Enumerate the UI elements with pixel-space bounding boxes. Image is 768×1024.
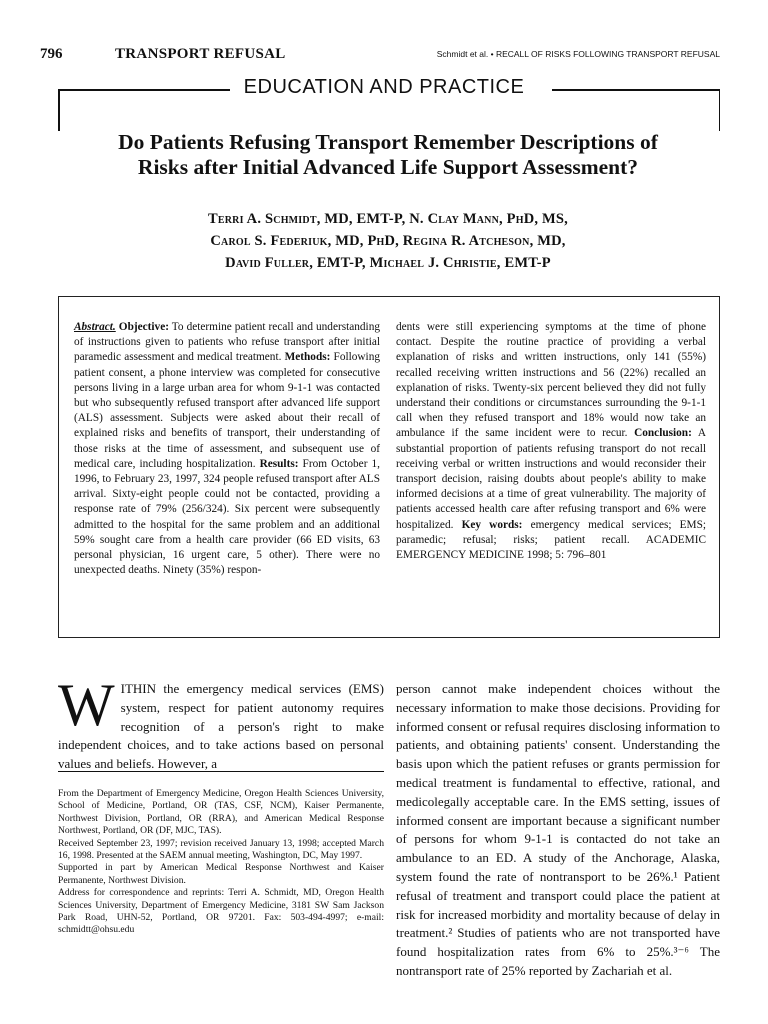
abstract-text-left (74, 320, 380, 578)
conclusion-text: A substantial proportion of patients refusing transport do not recall receiving verbal or written instructions and would reconsider their transport decision, raising doubts about people's ability to make informed decisions at a time of great vulnerability. The majority of patients accessed health care after refusing transport and 6% were hospitalized. (396, 427, 706, 531)
running-head (40, 46, 720, 66)
objective-label: Objective: (118, 321, 169, 333)
section-banner: EDUCATION AND PRACTICE (243, 76, 525, 98)
methods-label: Methods: (284, 351, 331, 364)
page-number: 796 (40, 46, 63, 62)
results-text-part2: dents were still experiencing symptoms at the time of phone contact. Despite the routine practice of providing a verbal explanation of risks and written instructions, only 141 (55%) recalled receiving written instructions and 56 (22%) recalled an explanation of risks. Twenty-six percent believed they did not fully understand their conditions or circumstances surrounding the 9-1-1 call when they refused transport and 18% would now take an ambulance if the same incident were to recur. (396, 321, 706, 440)
footnote-correspondence: Address for correspondence and reprints: Terri A. Schmidt, MD, Oregon Health Sciences University, Department of Emergency Medicine, 3181 SW Sam Jackson Park Road, UHN-52, Portland, OR 97201. Fax: 503-494-4997; e-mail: schmidtt@ohsu.edu (58, 887, 384, 936)
abstract-column-right (396, 320, 706, 563)
author-line: Carol S. Federiuk, MD, PhD, Regina R. Atcheson, MD, (210, 233, 566, 249)
intro-paragraph-left (58, 672, 384, 774)
running-title: Schmidt et al. • RECALL OF RISKS FOLLOWING TRANSPORT REFUSAL (436, 49, 720, 59)
abstract-column-left (74, 320, 380, 578)
body-column-right (396, 680, 720, 981)
drop-cap: W (58, 672, 115, 738)
abstract-text-right (396, 320, 706, 563)
footnote-received: Received September 23, 1997; revision received January 13, 1998; accepted March 16, 1998. Presented at the SAEM annual meeting, Washington, DC, May 1997. (58, 837, 384, 862)
objective-text: To determine patient recall and understanding of instructions given to patients who refuse transport after initial paramedic assessment and medical treatment. (74, 321, 380, 364)
keywords-text: emergency medical services; EMS; paramedic; refusal; risks; patient recall. (396, 518, 707, 546)
keywords-label: Key words: (461, 518, 523, 531)
footnotes (58, 788, 384, 937)
abstract-heading: Abstract. (74, 321, 116, 333)
results-label: Results: (259, 457, 299, 470)
article-title: Do Patients Refusing Transport Remember Descriptions of Risks after Initial Advanced Life Support Assessment? (118, 130, 658, 179)
intro-text-right: person cannot make independent choices without the necessary information to make those decisions. Providing for informed consent or refusal requires disclosing information to patients, and obtaining patients' consent. Understanding the basis upon which the patient refuses or grants permission for medical treatment is fundamental to effective, rational, and medicolegally acceptable care. In the EMS setting, issues of informed consent are important because a significant number of persons for whom 9-1-1 is contacted do not take an ambulance to an ED. A study of the Anchorage, Alaska, system found the rate of nontransport to be 26%.¹ Patient refusal of treatment and transport could place the patient at risk for increased morbidity and mortality because of delay in treatment.² Studies of patients who are not transported have found hospitalization rates from 6% to 25%.³⁻⁶ The nontransport rate of 25% reported by Zachariah et al. (396, 681, 720, 978)
citation: ACADEMIC EMERGENCY MEDICINE 1998; 5: 796–801 (396, 533, 706, 562)
intro-text-left: ITHIN the emergency medical services (EMS) system, respect for patient autonomy requires recognition of a person's right to make independent choices, and to take actions based on personal values and beliefs. However, a (58, 681, 384, 772)
methods-text: Following patient consent, a phone interview was completed for consecutive persons living in a large urban area for whom 9-1-1 was contacted but who subsequently refused transport after advanced life support (ALS) assessment. Subjects were asked about their recall of explained risks and benefits of transport, their understanding of those risks at the time of assessment, and subsequent use of medical care, including hospitalization. (74, 351, 380, 470)
body-column-left (58, 672, 384, 774)
author-line: Terri A. Schmidt, MD, EMT-P, N. Clay Mann, PhD, MS, (207, 211, 568, 227)
conclusion-label: Conclusion: (634, 427, 692, 440)
footnote-support: Supported in part by American Medical Response Northwest and Kaiser Permanente, Northwest Division. (58, 862, 384, 886)
author-line: David Fuller, EMT-P, Michael J. Christie, EMT-P (225, 255, 551, 271)
results-text-part1: From October 1, 1996, to February 23, 1997, 324 people refused transport after ALS arrival. Sixty-eight people could not be contacted, providing a response rate of 79% (256/324). Six percent were subsequently admitted to the hospital for the same problem and an additional 59% sought care from a health care provider (66 ED visits, 63 personal physician, 16 urgent care, 5 other). There were no unexpected deaths. Ninety (35%) respon- (74, 457, 380, 577)
footnote-affiliations: From the Department of Emergency Medicine, Oregon Health Sciences University, School of Medicine, Portland, OR (TAS, CSF, NCM), Kaiser Permanente, Northwest Division, Portland, OR (RRA), and American Medical Response Northwest, Portland, OR (DF, MJC, TAS). (58, 788, 384, 837)
footnote-rule (58, 771, 384, 772)
section-name: TRANSPORT REFUSAL (115, 46, 286, 62)
author-list (80, 208, 696, 274)
